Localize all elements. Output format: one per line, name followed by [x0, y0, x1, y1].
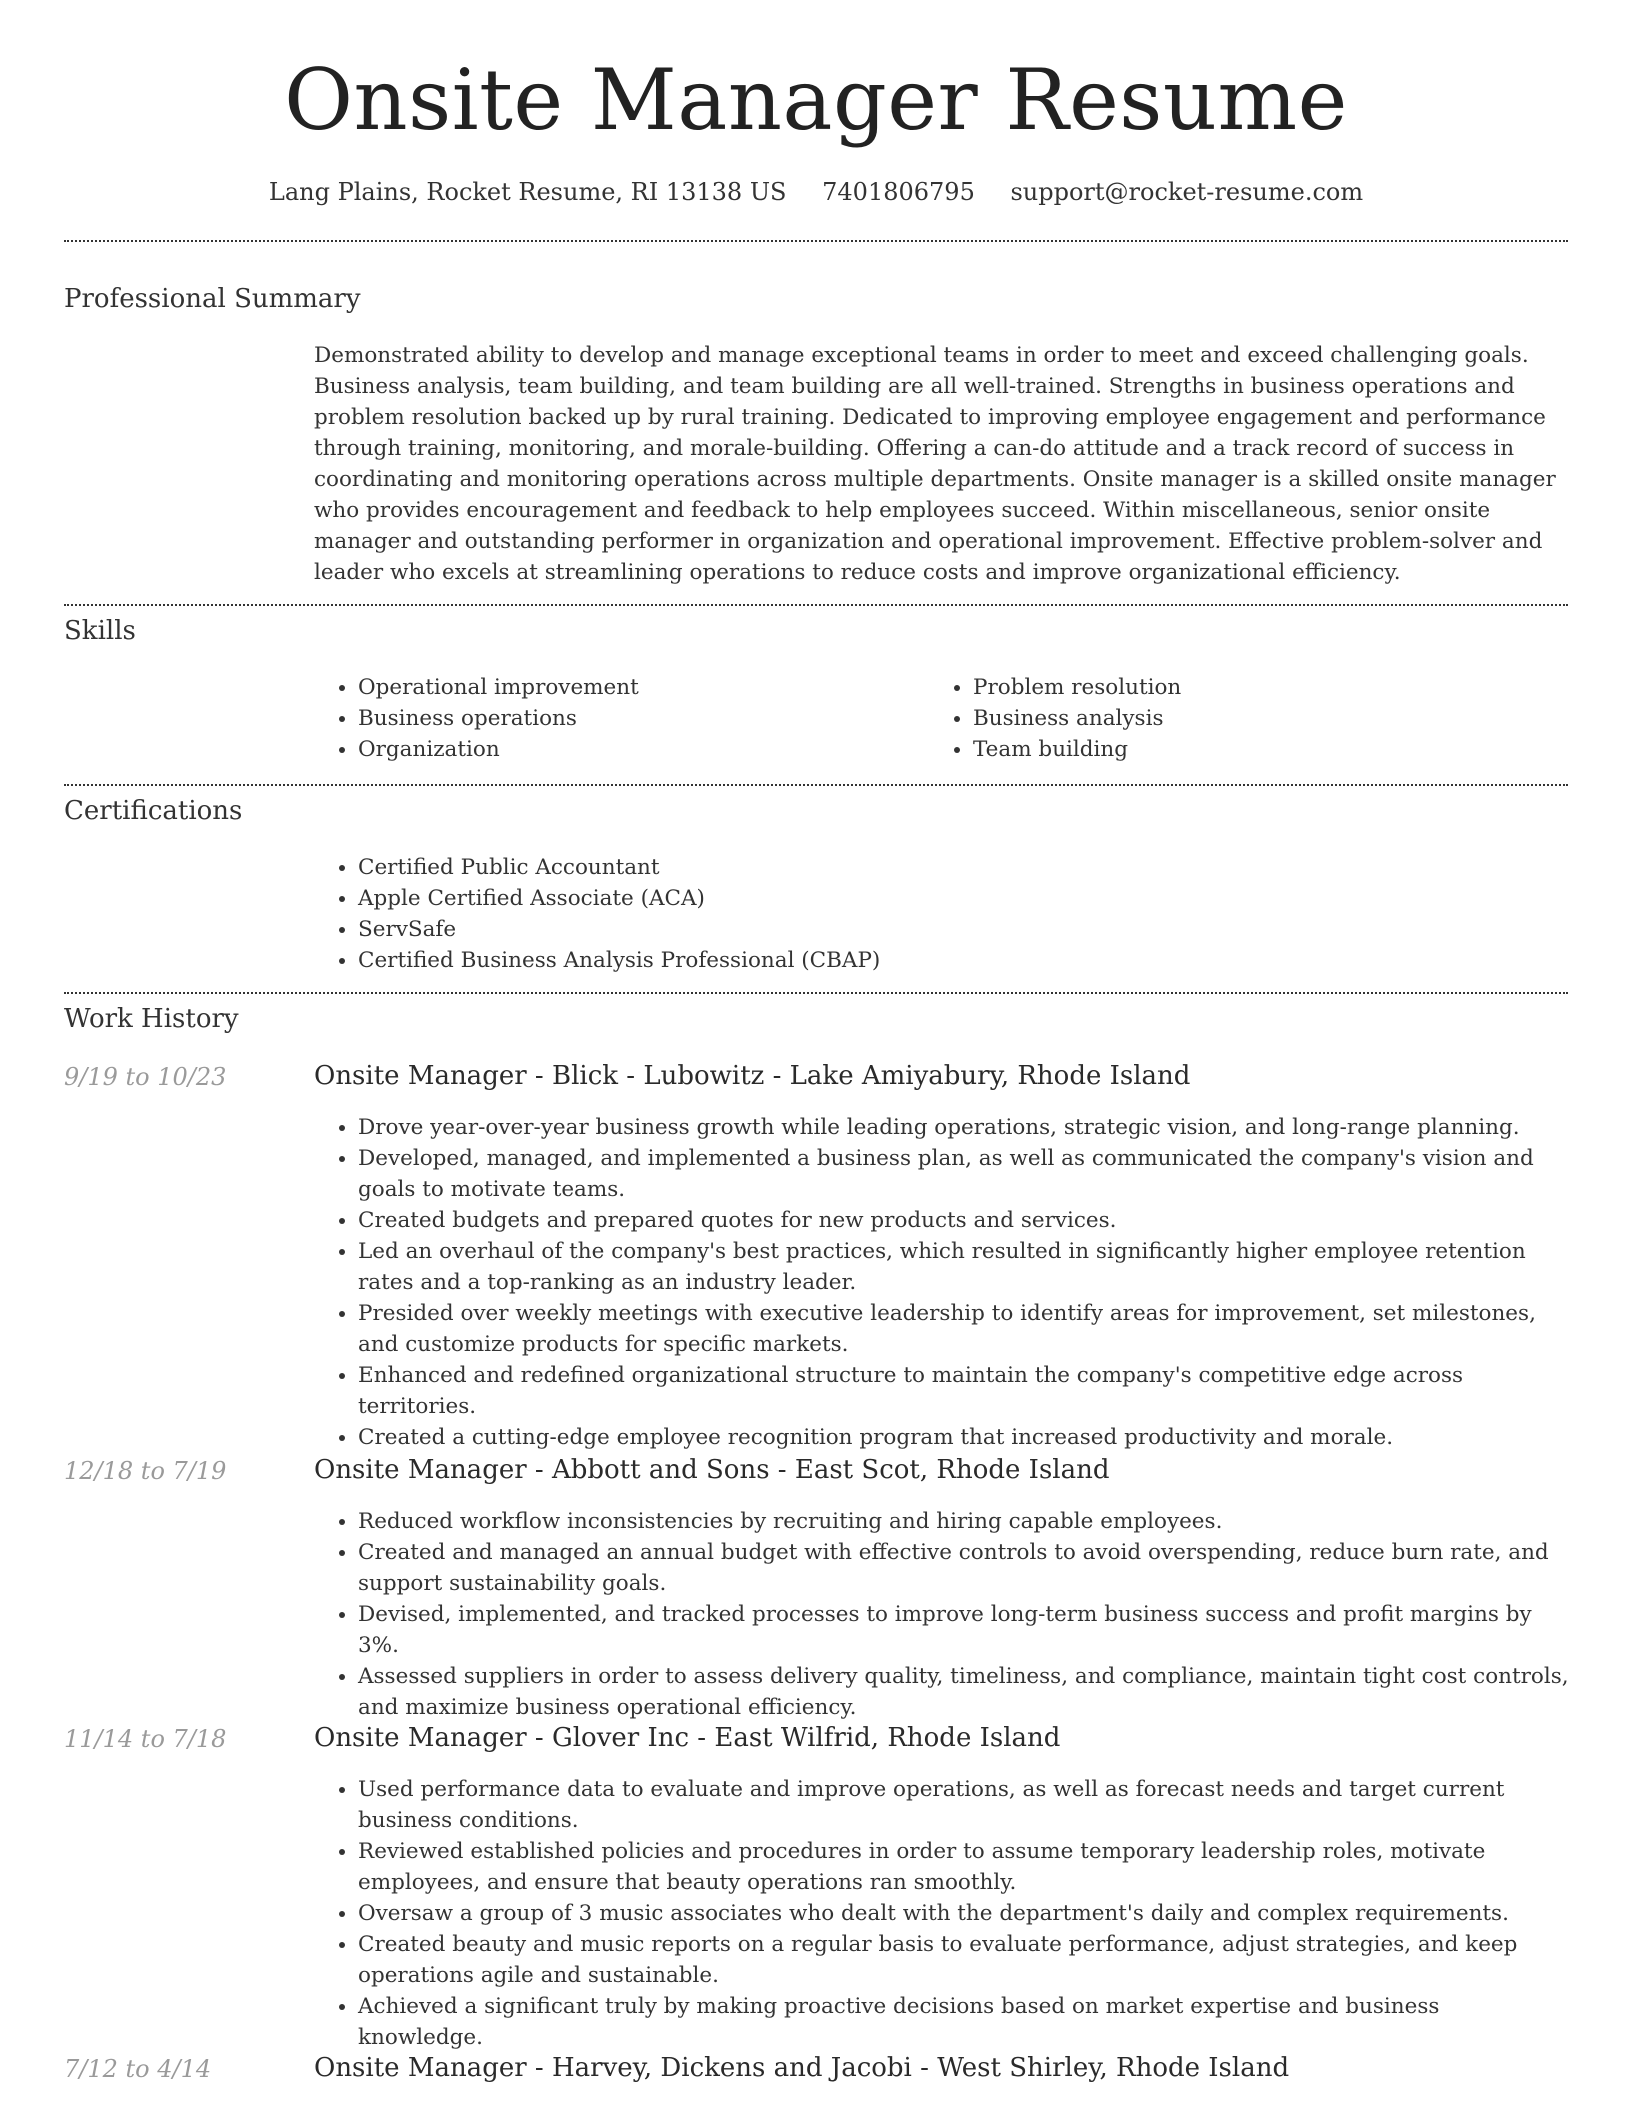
certification-item: • ServSafe [358, 914, 1570, 945]
certification-item: • Apple Certified Associate (ACA) [358, 883, 1570, 914]
certifications-list [314, 852, 1570, 976]
job-bullet: • Achieved a significant truly by making proactive decisions based on market expertise and business knowledge. [358, 1991, 1570, 2053]
job-bullet: • Led an overhaul of the company's best practices, which resulted in significantly higher employee retention rates and a top-ranking as an industry leader. [358, 1236, 1570, 1298]
contact-line [0, 178, 1632, 206]
job-bullet: • Reviewed established policies and procedures in order to assume temporary leadership roles, motivate employees, and ensure that beauty operations ran smoothly. [358, 1836, 1570, 1898]
job-bullet: • Created beauty and music reports on a regular basis to evaluate performance, adjust strategies, and keep operations agile and sustainable. [358, 1929, 1570, 1991]
skills-right-column [929, 672, 1569, 765]
skill-item: • Organization [358, 734, 924, 765]
skill-item: • Business analysis [973, 703, 1569, 734]
contact-address: Lang Plains, Rocket Resume, RI 13138 US [268, 178, 787, 206]
job-dates: 9/19 to 10/23 [64, 1063, 227, 1091]
job-bullet: • Devised, implemented, and tracked processes to improve long-term business success and profit margins by 3%. [358, 1599, 1570, 1661]
job-dates: 12/18 to 7/19 [64, 1457, 227, 1485]
skill-item: • Problem resolution [973, 672, 1569, 703]
job-bullet: • Reduced workflow inconsistencies by recruiting and hiring capable employees. [358, 1506, 1570, 1537]
divider [64, 604, 1568, 606]
skill-item: • Business operations [358, 703, 924, 734]
job-bullets [314, 1112, 1570, 1453]
job-title: Onsite Manager - Harvey, Dickens and Jacobi - West Shirley, Rhode Island [314, 2053, 1290, 2083]
section-title-summary: Professional Summary [64, 284, 361, 314]
job-bullet: • Developed, managed, and implemented a business plan, as well as communicated the company's vision and goals to motivate teams. [358, 1143, 1570, 1205]
section-title-certifications: Certifications [64, 796, 243, 826]
job-title: Onsite Manager - Abbott and Sons - East Scot, Rhode Island [314, 1455, 1110, 1485]
summary-text: Demonstrated ability to develop and manage exceptional teams in order to meet and exceed challenging goals. Business analysis, team building, and team building are all well-trained. Strengths in business operations and problem resolution backed up by rural training. Dedicated to improving employee engagement and performance through training, monitoring, and morale-building. Offering a can-do attitude and a track record of success in coordinating and monitoring operations across multiple departments. Onsite manager is a skilled onsite manager who provides encouragement and feedback to help employees succeed. Within miscellaneous, senior onsite manager and outstanding performer in organization and operational improvement. Effective problem-solver and leader who excels at streamlining operations to reduce costs and improve organizational efficiency. [314, 343, 1556, 585]
job-bullet: • Enhanced and redefined organizational structure to maintain the company's competitive edge across territories. [358, 1360, 1570, 1422]
certification-item: • Certified Business Analysis Professional (CBAP) [358, 945, 1570, 976]
job-bullet: • Created and managed an annual budget with effective controls to avoid overspending, reduce burn rate, and support sustainability goals. [358, 1537, 1570, 1599]
job-bullet: • Presided over weekly meetings with executive leadership to identify areas for improvement, set milestones, and customize products for specific markets. [358, 1298, 1570, 1360]
job-bullet: • Drove year-over-year business growth while leading operations, strategic vision, and long-range planning. [358, 1112, 1570, 1143]
contact-email: support@rocket-resume.com [1010, 178, 1364, 206]
skills-left-column [314, 672, 924, 765]
resume-header [0, 0, 1632, 206]
job-dates: 11/14 to 7/18 [64, 1725, 227, 1753]
job-bullets [314, 1506, 1570, 1723]
job-bullet: • Oversaw a group of 3 music associates who dealt with the department's daily and complex requirements. [358, 1898, 1570, 1929]
certification-item: • Certified Public Accountant [358, 852, 1570, 883]
job-title: Onsite Manager - Blick - Lubowitz - Lake Amiyabury, Rhode Island [314, 1061, 1191, 1091]
section-title-skills: Skills [64, 616, 136, 646]
section-title-work-history: Work History [64, 1004, 239, 1034]
divider [64, 992, 1568, 994]
skill-item: • Operational improvement [358, 672, 924, 703]
divider [64, 240, 1568, 242]
job-bullet: • Assessed suppliers in order to assess delivery quality, timeliness, and compliance, maintain tight cost controls, and maximize business operational efficiency. [358, 1661, 1570, 1723]
job-dates: 7/12 to 4/14 [64, 2055, 212, 2083]
job-bullet: • Used performance data to evaluate and improve operations, as well as forecast needs and target current business conditions. [358, 1774, 1570, 1836]
job-bullet: • Created budgets and prepared quotes for new products and services. [358, 1205, 1570, 1236]
job-bullets [314, 1774, 1570, 2053]
divider [64, 784, 1568, 786]
resume-name: Onsite Manager Resume [284, 51, 1348, 149]
contact-phone: 7401806795 [822, 178, 975, 206]
job-title: Onsite Manager - Glover Inc - East Wilfrid, Rhode Island [314, 1723, 1061, 1753]
skill-item: • Team building [973, 734, 1569, 765]
job-bullet: • Created a cutting-edge employee recognition program that increased productivity and morale. [358, 1422, 1570, 1453]
